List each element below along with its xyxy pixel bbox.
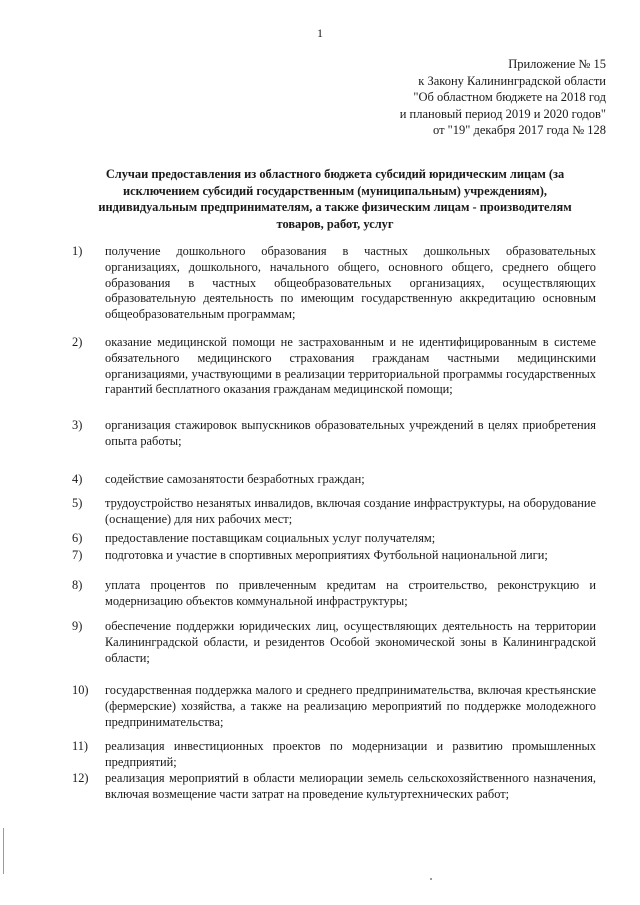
list-item-text: содействие самозанятости безработных граждан;: [105, 472, 365, 486]
list-item-number: 10): [72, 683, 89, 697]
list-item: [72, 418, 596, 450]
title-line: индивидуальным предпринимателям, а также физическим лицам - производителям: [98, 200, 572, 214]
list-item-text: оказание медицинской помощи не застрахованным и не идентифицированным в системе обязательного медицинского страхования гражданам частными медицинскими организациями, участвующими в реализации территориальной программы государственных гарантий бесплатного оказания гражданам медицинской помощи;: [105, 335, 596, 397]
list-item: [72, 683, 596, 730]
list-item: [72, 771, 596, 803]
list-item: [72, 548, 596, 564]
list-item: [72, 472, 596, 488]
list-item-text: трудоустройство незанятых инвалидов, включая создание инфраструктуры, на оборудование (оснащение) для них рабочих мест;: [105, 496, 596, 526]
appendix-line: и плановый период 2019 и 2020 годов": [399, 106, 606, 121]
list-item-text: организация стажировок выпускников образовательных учреждений в целях приобретения опыта работы;: [105, 418, 596, 448]
list-item-number: 5): [72, 496, 83, 510]
appendix-line: "Об областном бюджете на 2018 год: [413, 90, 606, 104]
list-item: [72, 619, 596, 666]
list-item: [72, 739, 596, 771]
list-item-number: 12): [72, 771, 89, 785]
list-item-text: получение дошкольного образования в частных дошкольных образовательных организациях, дошкольного, начального общего, основного общего, среднего общего образования в частных общеобразовательных организациях, осуществляющих образовательную деятельность по имеющим государственную аккредитацию основным общеобразовательным программам;: [105, 244, 596, 322]
appendix-line: Приложение № 15: [508, 57, 606, 71]
list-item-text: предоставление поставщикам социальных услуг получателям;: [105, 531, 436, 545]
list-item: [72, 496, 596, 528]
list-item: [72, 335, 596, 398]
list-item-number: 8): [72, 578, 83, 592]
document-title: [60, 166, 610, 232]
list-item-number: 9): [72, 619, 83, 633]
list-item-number: 4): [72, 472, 83, 486]
appendix-line: от "19" декабря 2017 года № 128: [433, 123, 606, 137]
list-item-text: реализация инвестиционных проектов по модернизации и развитию промышленных предприятий;: [105, 739, 596, 769]
list-item-number: 11): [72, 739, 89, 753]
list-item-text: уплата процентов по привлеченным кредитам на строительство, реконструкцию и модернизацию объектов коммунальной инфраструктуры;: [105, 578, 596, 608]
list-item-number: 1): [72, 244, 83, 258]
title-line: Случаи предоставления из областного бюджета субсидий юридическим лицам (за: [105, 167, 565, 181]
scan-speck: [430, 878, 432, 880]
appendix-line: к Закону Калининградской области: [418, 73, 606, 88]
list-item-text: подготовка и участие в спортивных мероприятиях Футбольной национальной лиги;: [105, 548, 548, 562]
list-item: [72, 578, 596, 610]
list-item-number: 6): [72, 531, 83, 545]
list-item-text: реализация мероприятий в области мелиорации земель сельскохозяйственного назначения, включая возмещение части затрат на проведение культуртехнических работ;: [105, 771, 596, 801]
list-item-text: государственная поддержка малого и среднего предпринимательства, включая крестьянские (фермерские) хозяйства, а также на реализацию мероприятий по поддержке молодежного предпринимательства;: [105, 683, 596, 729]
list-item-number: 3): [72, 418, 83, 432]
list-item-text: обеспечение поддержки юридических лиц, осуществляющих деятельность на территории Калининградской области, и резидентов Особой экономической зоны в Калининградской области;: [105, 619, 596, 665]
appendix-header: [400, 56, 606, 139]
scan-edge-mark: [3, 828, 4, 874]
title-line: исключением субсидий государственным (муниципальным) учреждениям),: [123, 183, 547, 198]
list-item-number: 7): [72, 548, 83, 562]
list-item: [72, 244, 596, 323]
page-number: 1: [317, 26, 323, 40]
list-item: [72, 531, 596, 547]
list-item-number: 2): [72, 335, 83, 349]
title-line: товаров, работ, услуг: [276, 216, 394, 231]
